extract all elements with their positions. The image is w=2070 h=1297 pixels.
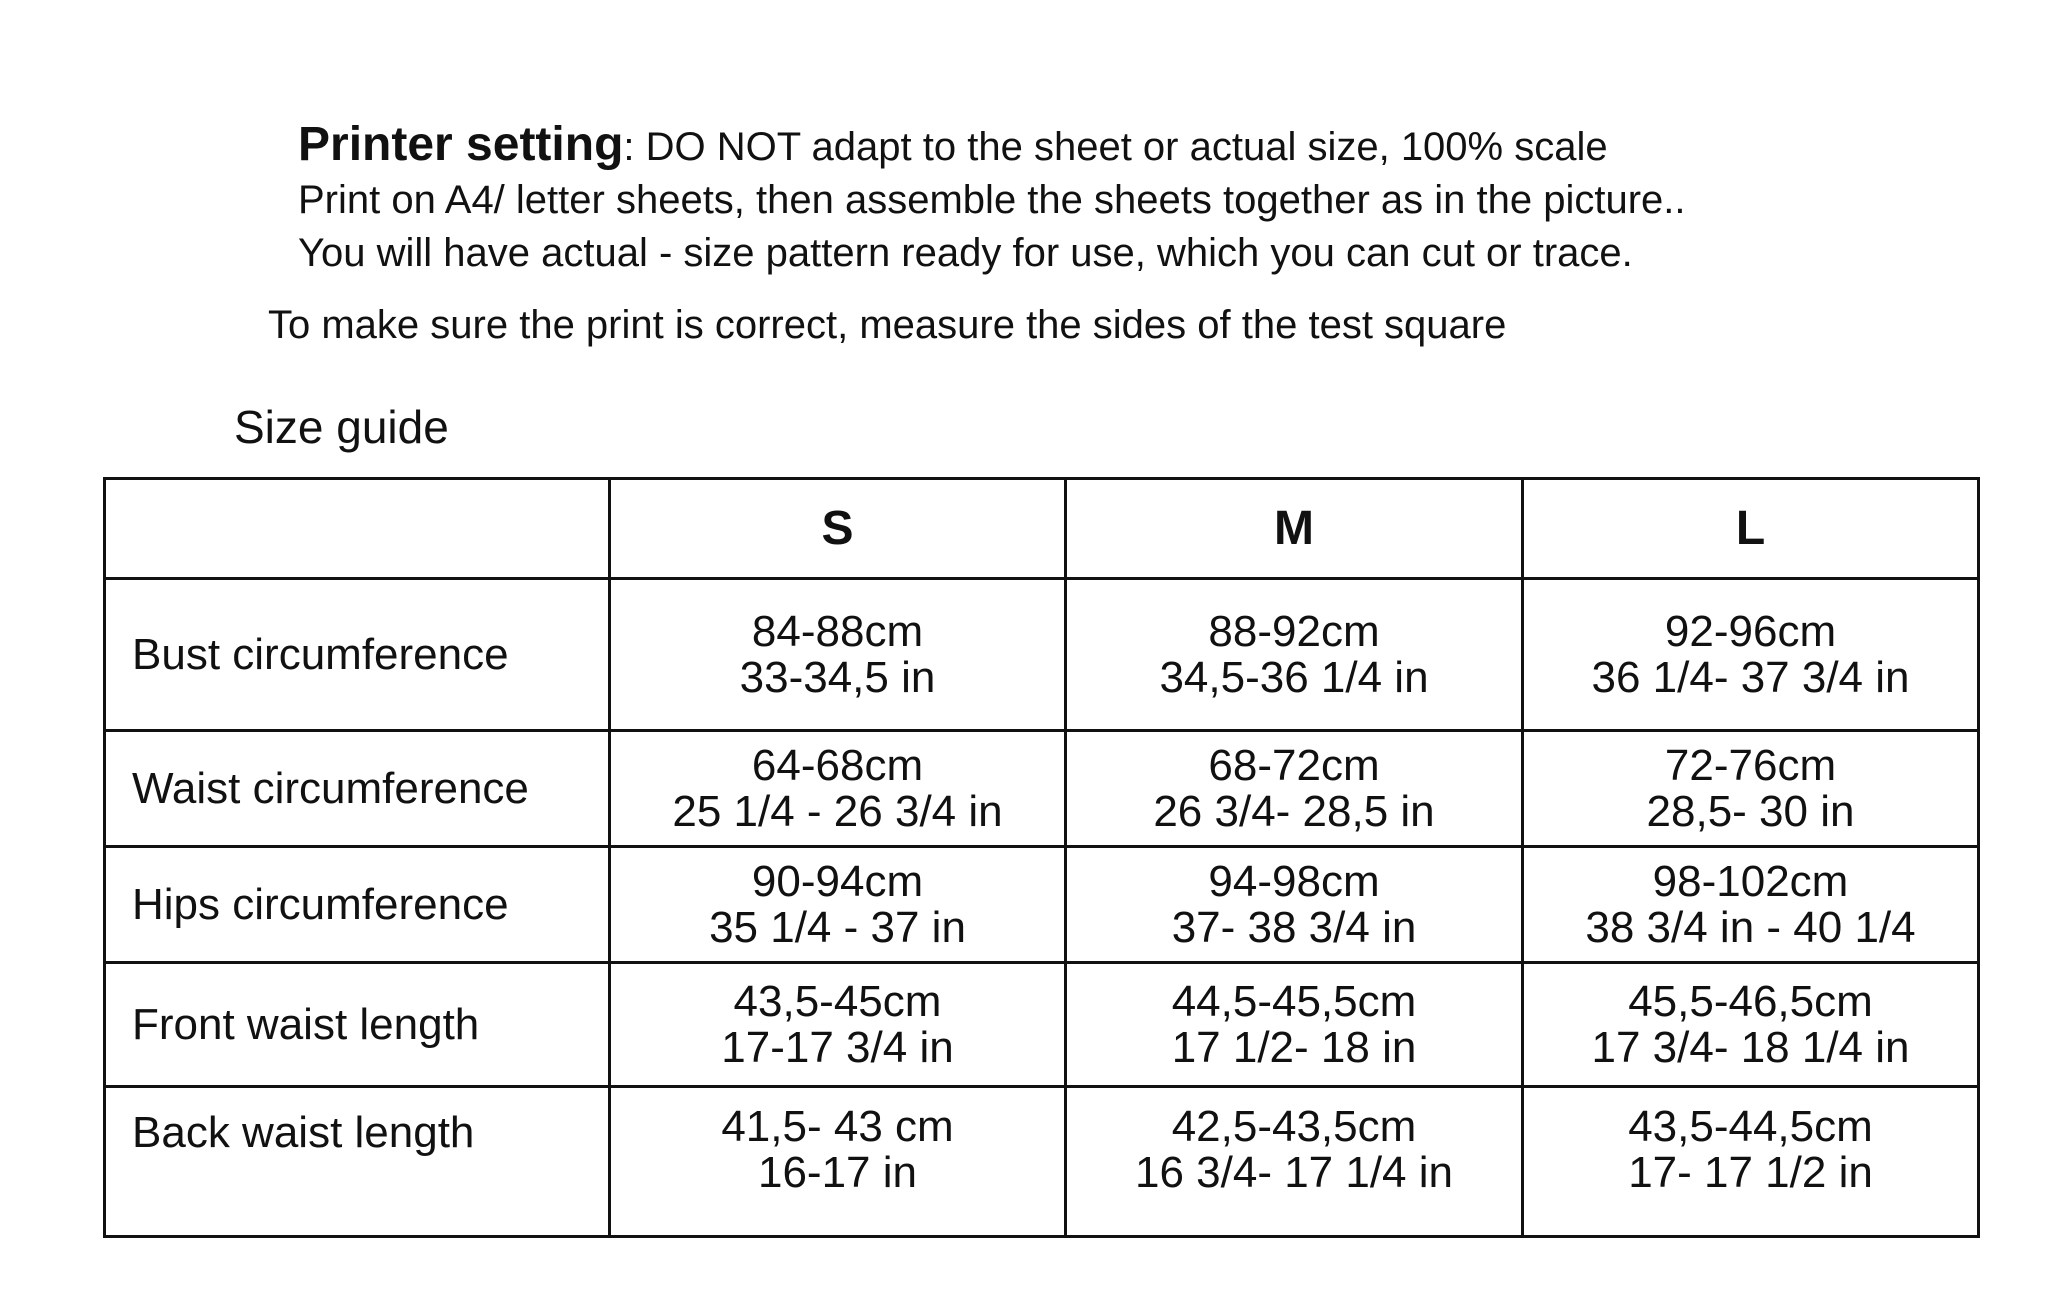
value-cm: 68-72cm bbox=[1208, 740, 1380, 790]
instruction-line-1 bbox=[298, 118, 1685, 174]
value-in: 38 3/4 in - 40 1/4 bbox=[1585, 902, 1916, 952]
test-square-note: To make sure the print is correct, measure the sides of the test square bbox=[268, 303, 1507, 347]
header-size-l: L bbox=[1523, 479, 1979, 579]
table-row bbox=[105, 731, 1979, 847]
cell-back-waist-m bbox=[1066, 1087, 1523, 1237]
value-cm: 41,5- 43 cm bbox=[721, 1102, 954, 1151]
cell-hips-m bbox=[1066, 847, 1523, 963]
value-in: 26 3/4- 28,5 in bbox=[1153, 786, 1435, 836]
cell-bust-l bbox=[1523, 579, 1979, 731]
cell-front-waist-m bbox=[1066, 963, 1523, 1087]
value-in: 25 1/4 - 26 3/4 in bbox=[672, 786, 1003, 836]
cell-front-waist-s bbox=[610, 963, 1066, 1087]
value-cm: 92-96cm bbox=[1664, 606, 1837, 656]
printer-setting-text: : DO NOT adapt to the sheet or actual size, 100% scale bbox=[623, 125, 1608, 169]
value-in: 33-34,5 in bbox=[739, 652, 936, 702]
cell-waist-m bbox=[1066, 731, 1523, 847]
value-cm: 72-76cm bbox=[1664, 740, 1837, 790]
cell-waist-l bbox=[1523, 731, 1979, 847]
value-in: 16 3/4- 17 1/4 in bbox=[1134, 1148, 1453, 1197]
value-in: 16-17 in bbox=[757, 1148, 917, 1197]
cell-hips-s bbox=[610, 847, 1066, 963]
row-label-bust: Bust circumference bbox=[105, 579, 610, 731]
cell-waist-s bbox=[610, 731, 1066, 847]
cell-front-waist-l bbox=[1523, 963, 1979, 1087]
value-cm: 45,5-46,5cm bbox=[1628, 976, 1873, 1026]
value-cm: 98-102cm bbox=[1652, 856, 1849, 906]
value-cm: 90-94cm bbox=[751, 856, 924, 906]
value-cm: 84-88cm bbox=[751, 606, 924, 656]
cell-bust-m bbox=[1066, 579, 1523, 731]
value-in: 35 1/4 - 37 in bbox=[709, 902, 966, 952]
value-in: 34,5-36 1/4 in bbox=[1159, 652, 1429, 702]
size-guide-title: Size guide bbox=[234, 401, 449, 453]
header-size-m: M bbox=[1066, 479, 1523, 579]
row-label-front-waist: Front waist length bbox=[105, 963, 610, 1087]
row-label-back-waist: Back waist length bbox=[105, 1087, 610, 1237]
table-row bbox=[105, 963, 1979, 1087]
value-in: 37- 38 3/4 in bbox=[1171, 902, 1417, 952]
value-in: 17- 17 1/2 in bbox=[1628, 1148, 1873, 1197]
header-empty-cell bbox=[105, 479, 610, 579]
table-row bbox=[105, 847, 1979, 963]
size-guide-table bbox=[103, 477, 1980, 1238]
table-row bbox=[105, 579, 1979, 731]
value-cm: 64-68cm bbox=[751, 740, 924, 790]
value-in: 17 3/4- 18 1/4 in bbox=[1591, 1022, 1910, 1072]
cell-back-waist-l bbox=[1523, 1087, 1979, 1237]
cell-bust-s bbox=[610, 579, 1066, 731]
header-size-s: S bbox=[610, 479, 1066, 579]
cell-back-waist-s bbox=[610, 1087, 1066, 1237]
printer-setting-heading: Printer setting bbox=[298, 118, 624, 171]
value-in: 17-17 3/4 in bbox=[721, 1022, 954, 1072]
value-in: 28,5- 30 in bbox=[1646, 786, 1855, 836]
value-in: 17 1/2- 18 in bbox=[1171, 1022, 1417, 1072]
table-row bbox=[105, 1087, 1979, 1237]
instruction-line-3: You will have actual - size pattern ready for use, which you can cut or trace. bbox=[298, 231, 1633, 275]
instruction-line-2: Print on A4/ letter sheets, then assemble the sheets together as in the picture.. bbox=[298, 178, 1686, 222]
value-cm: 88-92cm bbox=[1208, 606, 1380, 656]
value-cm: 42,5-43,5cm bbox=[1171, 1102, 1417, 1151]
value-cm: 44,5-45,5cm bbox=[1171, 976, 1417, 1026]
row-label-waist: Waist circumference bbox=[105, 731, 610, 847]
value-cm: 43,5-45cm bbox=[733, 976, 942, 1026]
cell-hips-l bbox=[1523, 847, 1979, 963]
value-in: 36 1/4- 37 3/4 in bbox=[1591, 652, 1910, 702]
value-cm: 94-98cm bbox=[1208, 856, 1380, 906]
table-header-row bbox=[105, 479, 1979, 579]
value-cm: 43,5-44,5cm bbox=[1628, 1102, 1873, 1151]
printer-instructions bbox=[298, 118, 1685, 280]
row-label-hips: Hips circumference bbox=[105, 847, 610, 963]
size-guide-table-wrapper bbox=[103, 477, 1977, 1235]
